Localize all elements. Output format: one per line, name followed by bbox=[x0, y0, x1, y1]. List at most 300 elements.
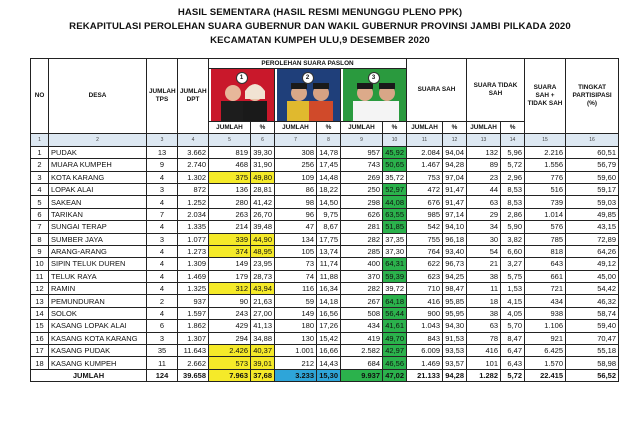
cell-sah: 900 bbox=[407, 307, 443, 319]
cell-tsp: 4,05 bbox=[501, 307, 525, 319]
cell-dpt: 1.302 bbox=[178, 171, 209, 183]
column-index-cell: 16 bbox=[566, 134, 619, 146]
column-index-cell: 7 bbox=[275, 134, 317, 146]
header-sah-jumlah: JUMLAH bbox=[407, 122, 443, 134]
cell-tot: 6.425 bbox=[525, 345, 566, 357]
cell-p3: 298 bbox=[341, 196, 383, 208]
cell-dpt: 2.740 bbox=[178, 159, 209, 171]
cell-p3p: 42,97 bbox=[383, 345, 407, 357]
cell-dpt: 1.335 bbox=[178, 221, 209, 233]
cell-tot: 1.570 bbox=[525, 357, 566, 369]
cell-p1: 429 bbox=[209, 320, 251, 332]
cell-tot: 721 bbox=[525, 283, 566, 295]
cell-p1: 214 bbox=[209, 221, 251, 233]
cell-ts: 44 bbox=[467, 183, 501, 195]
cell-desa: SOLOK bbox=[49, 307, 147, 319]
cell-p2p: 13,74 bbox=[317, 245, 341, 257]
cell-tsp: 1,53 bbox=[501, 283, 525, 295]
cell-desa: SUMBER JAYA bbox=[49, 233, 147, 245]
cell-p3p: 63,55 bbox=[383, 208, 407, 220]
cell-p2p: 17,26 bbox=[317, 320, 341, 332]
cell-ts: 21 bbox=[467, 258, 501, 270]
paslon-3-photo bbox=[341, 69, 407, 122]
cell-tot: 739 bbox=[525, 196, 566, 208]
cell-p1p: 48,95 bbox=[251, 245, 275, 257]
cell-no: 6 bbox=[31, 208, 49, 220]
cell-tps: 4 bbox=[147, 270, 178, 282]
cell-part: 43,15 bbox=[566, 221, 619, 233]
cell-dpt: 1.309 bbox=[178, 258, 209, 270]
total-tsp: 5,72 bbox=[501, 369, 525, 381]
cell-tot: 516 bbox=[525, 183, 566, 195]
cell-p1: 339 bbox=[209, 233, 251, 245]
cell-p2p: 9,75 bbox=[317, 208, 341, 220]
cell-no: 14 bbox=[31, 307, 49, 319]
cell-desa: RAMIN bbox=[49, 283, 147, 295]
cell-sahp: 93,53 bbox=[443, 345, 467, 357]
header-p2-jumlah: JUMLAH bbox=[275, 122, 317, 134]
cell-ts: 416 bbox=[467, 345, 501, 357]
cell-p1p: 23,95 bbox=[251, 258, 275, 270]
cell-p2p: 14,18 bbox=[317, 295, 341, 307]
header-no: NO bbox=[31, 59, 49, 134]
cell-tot: 921 bbox=[525, 332, 566, 344]
cell-p2p: 17,75 bbox=[317, 233, 341, 245]
cell-tot: 643 bbox=[525, 258, 566, 270]
column-index-cell: 9 bbox=[341, 134, 383, 146]
cell-p1: 374 bbox=[209, 245, 251, 257]
cell-p2: 1.001 bbox=[275, 345, 317, 357]
cell-dpt: 1.325 bbox=[178, 283, 209, 295]
cell-part: 49,85 bbox=[566, 208, 619, 220]
cell-p3: 285 bbox=[341, 245, 383, 257]
cell-p3p: 51,85 bbox=[383, 221, 407, 233]
cell-desa: KASANG KUMPEH bbox=[49, 357, 147, 369]
cell-p1p: 26,70 bbox=[251, 208, 275, 220]
cell-tps: 2 bbox=[147, 295, 178, 307]
cell-desa: PEMUNDURAN bbox=[49, 295, 147, 307]
cell-p2: 105 bbox=[275, 245, 317, 257]
paslon-3-number: 3 bbox=[368, 72, 380, 84]
cell-p2p: 16,56 bbox=[317, 307, 341, 319]
cell-tsp: 5,75 bbox=[501, 270, 525, 282]
cell-part: 60,51 bbox=[566, 146, 619, 158]
header-suara-sah: SUARA SAH bbox=[407, 59, 467, 122]
column-index-cell: 1 bbox=[31, 134, 49, 146]
cell-p1: 90 bbox=[209, 295, 251, 307]
cell-part: 59,60 bbox=[566, 171, 619, 183]
cell-part: 64,26 bbox=[566, 245, 619, 257]
table-row bbox=[31, 307, 619, 319]
cell-tsp: 2,96 bbox=[501, 171, 525, 183]
vote-recap-table bbox=[30, 58, 619, 382]
cell-ts: 78 bbox=[467, 332, 501, 344]
total-p3p: 47,02 bbox=[383, 369, 407, 381]
report-subtitle: REKAPITULASI PEROLEHAN SUARA GUBERNUR DAN WAKIL GUBERNUR PROVINSI JAMBI PILKADA 2020 bbox=[69, 21, 571, 32]
cell-ts: 132 bbox=[467, 146, 501, 158]
cell-p1p: 39,48 bbox=[251, 221, 275, 233]
cell-tsp: 5,96 bbox=[501, 146, 525, 158]
cell-tot: 1.106 bbox=[525, 320, 566, 332]
cell-sahp: 91,53 bbox=[443, 332, 467, 344]
cell-no: 2 bbox=[31, 159, 49, 171]
cell-tps: 4 bbox=[147, 171, 178, 183]
cell-desa: LOPAK ALAI bbox=[49, 183, 147, 195]
cell-p2: 59 bbox=[275, 295, 317, 307]
cell-tps: 4 bbox=[147, 221, 178, 233]
cell-sahp: 97,04 bbox=[443, 171, 467, 183]
cell-p2: 47 bbox=[275, 221, 317, 233]
cell-dpt: 1.307 bbox=[178, 332, 209, 344]
total-row bbox=[31, 369, 619, 381]
cell-tot: 938 bbox=[525, 307, 566, 319]
cell-sah: 6.009 bbox=[407, 345, 443, 357]
cell-sahp: 95,85 bbox=[443, 295, 467, 307]
cell-p1p: 28,73 bbox=[251, 270, 275, 282]
cell-no: 13 bbox=[31, 295, 49, 307]
cell-part: 58,74 bbox=[566, 307, 619, 319]
cell-tsp: 2,86 bbox=[501, 208, 525, 220]
cell-ts: 30 bbox=[467, 233, 501, 245]
cell-tps: 9 bbox=[147, 159, 178, 171]
cell-tot: 818 bbox=[525, 245, 566, 257]
cell-dpt: 1.273 bbox=[178, 245, 209, 257]
cell-tps: 3 bbox=[147, 233, 178, 245]
cell-p3p: 39,72 bbox=[383, 283, 407, 295]
header-perolehan: PEROLEHAN SUARA PASLON bbox=[209, 59, 407, 69]
cell-p1: 819 bbox=[209, 146, 251, 158]
cell-desa: PUDAK bbox=[49, 146, 147, 158]
cell-sahp: 94,10 bbox=[443, 221, 467, 233]
cell-ts: 89 bbox=[467, 159, 501, 171]
cell-dpt: 1.252 bbox=[178, 196, 209, 208]
table-body bbox=[31, 134, 619, 382]
cell-p2: 134 bbox=[275, 233, 317, 245]
cell-sah: 623 bbox=[407, 270, 443, 282]
cell-desa: MUARA KUMPEH bbox=[49, 159, 147, 171]
column-index-cell: 15 bbox=[525, 134, 566, 146]
cell-p2p: 15,42 bbox=[317, 332, 341, 344]
cell-part: 59,17 bbox=[566, 183, 619, 195]
cell-p2: 86 bbox=[275, 183, 317, 195]
paslon-2-photo bbox=[275, 69, 341, 122]
cell-ts: 38 bbox=[467, 270, 501, 282]
cell-tps: 4 bbox=[147, 307, 178, 319]
cell-sahp: 94,30 bbox=[443, 320, 467, 332]
cell-no: 12 bbox=[31, 283, 49, 295]
cell-dpt: 3.662 bbox=[178, 146, 209, 158]
table-row bbox=[31, 171, 619, 183]
cell-sah: 985 bbox=[407, 208, 443, 220]
cell-p3: 250 bbox=[341, 183, 383, 195]
cell-desa: SAKEAN bbox=[49, 196, 147, 208]
cell-p3: 508 bbox=[341, 307, 383, 319]
table-row bbox=[31, 221, 619, 233]
table-row bbox=[31, 159, 619, 171]
column-index-row bbox=[31, 134, 619, 146]
cell-sah: 676 bbox=[407, 196, 443, 208]
cell-sahp: 94,25 bbox=[443, 270, 467, 282]
table-row bbox=[31, 320, 619, 332]
total-tps: 124 bbox=[147, 369, 178, 381]
cell-p3: 282 bbox=[341, 233, 383, 245]
table-row bbox=[31, 283, 619, 295]
column-index-cell: 11 bbox=[407, 134, 443, 146]
cell-p3: 2.582 bbox=[341, 345, 383, 357]
cell-p3p: 37,30 bbox=[383, 245, 407, 257]
total-p2: 3.233 bbox=[275, 369, 317, 381]
total-label: JUMLAH bbox=[31, 369, 147, 381]
cell-p1p: 49,80 bbox=[251, 171, 275, 183]
cell-p2p: 16,34 bbox=[317, 283, 341, 295]
cell-part: 45,00 bbox=[566, 270, 619, 282]
header-partisipasi: TINGKAT PARTISIPASI (%) bbox=[566, 59, 619, 134]
cell-sahp: 93,40 bbox=[443, 245, 467, 257]
cell-p3p: 44,08 bbox=[383, 196, 407, 208]
paslon-1-photo bbox=[209, 69, 275, 122]
cell-p3: 282 bbox=[341, 283, 383, 295]
header-ts-jumlah: JUMLAH bbox=[467, 122, 501, 134]
cell-p1p: 44,90 bbox=[251, 233, 275, 245]
cell-p1p: 27,00 bbox=[251, 307, 275, 319]
header-suara-tidak-sah: SUARA TIDAK SAH bbox=[467, 59, 525, 122]
report-title-block bbox=[0, 6, 640, 48]
cell-p3p: 59,39 bbox=[383, 270, 407, 282]
cell-no: 3 bbox=[31, 171, 49, 183]
header-dpt: JUMLAH DPT bbox=[178, 59, 209, 134]
cell-p2: 73 bbox=[275, 258, 317, 270]
cell-sahp: 96,73 bbox=[443, 258, 467, 270]
cell-sah: 542 bbox=[407, 221, 443, 233]
paslon-1-number: 1 bbox=[236, 72, 248, 84]
cell-tot: 785 bbox=[525, 233, 566, 245]
cell-desa: TELUK RAYA bbox=[49, 270, 147, 282]
cell-sahp: 98,47 bbox=[443, 283, 467, 295]
cell-desa: ARANG-ARANG bbox=[49, 245, 147, 257]
total-tot: 22.415 bbox=[525, 369, 566, 381]
cell-p1p: 41,42 bbox=[251, 196, 275, 208]
column-index-cell: 3 bbox=[147, 134, 178, 146]
header-sah-tidak-sah: SUARA SAH + TIDAK SAH bbox=[525, 59, 566, 134]
cell-tps: 4 bbox=[147, 196, 178, 208]
cell-ts: 11 bbox=[467, 283, 501, 295]
total-p1p: 37,68 bbox=[251, 369, 275, 381]
cell-tsp: 5,90 bbox=[501, 221, 525, 233]
cell-tsp: 8,53 bbox=[501, 183, 525, 195]
cell-tot: 661 bbox=[525, 270, 566, 282]
cell-p1: 263 bbox=[209, 208, 251, 220]
cell-dpt: 11.643 bbox=[178, 345, 209, 357]
cell-p3: 684 bbox=[341, 357, 383, 369]
cell-tps: 3 bbox=[147, 332, 178, 344]
cell-sah: 710 bbox=[407, 283, 443, 295]
cell-desa: KASANG LOPAK ALAI bbox=[49, 320, 147, 332]
cell-no: 11 bbox=[31, 270, 49, 282]
cell-sahp: 91,47 bbox=[443, 196, 467, 208]
cell-ts: 63 bbox=[467, 320, 501, 332]
cell-dpt: 937 bbox=[178, 295, 209, 307]
cell-tps: 3 bbox=[147, 183, 178, 195]
cell-tsp: 8,47 bbox=[501, 332, 525, 344]
cell-p3p: 46,56 bbox=[383, 357, 407, 369]
table-row bbox=[31, 345, 619, 357]
cell-p2p: 11,74 bbox=[317, 258, 341, 270]
column-index-cell: 2 bbox=[49, 134, 147, 146]
cell-sahp: 94,28 bbox=[443, 159, 467, 171]
total-dpt: 39.658 bbox=[178, 369, 209, 381]
cell-part: 72,89 bbox=[566, 233, 619, 245]
cell-p2: 256 bbox=[275, 159, 317, 171]
cell-tps: 4 bbox=[147, 283, 178, 295]
cell-p3: 370 bbox=[341, 270, 383, 282]
header-desa: DESA bbox=[49, 59, 147, 134]
cell-p3: 626 bbox=[341, 208, 383, 220]
cell-tps: 35 bbox=[147, 345, 178, 357]
cell-p1: 136 bbox=[209, 183, 251, 195]
cell-p1: 149 bbox=[209, 258, 251, 270]
cell-tsp: 6,43 bbox=[501, 357, 525, 369]
cell-p3: 281 bbox=[341, 221, 383, 233]
cell-tot: 576 bbox=[525, 221, 566, 233]
cell-p1p: 28,81 bbox=[251, 183, 275, 195]
header-sah-pct: % bbox=[443, 122, 467, 134]
cell-dpt: 1.077 bbox=[178, 233, 209, 245]
cell-dpt: 2.034 bbox=[178, 208, 209, 220]
cell-sah: 1.043 bbox=[407, 320, 443, 332]
cell-desa: SUNGAI TERAP bbox=[49, 221, 147, 233]
cell-p2: 98 bbox=[275, 196, 317, 208]
header-p3-jumlah: JUMLAH bbox=[341, 122, 383, 134]
cell-p3: 267 bbox=[341, 295, 383, 307]
cell-p2: 74 bbox=[275, 270, 317, 282]
paslon-2-number: 2 bbox=[302, 72, 314, 84]
cell-tps: 13 bbox=[147, 146, 178, 158]
cell-sahp: 93,57 bbox=[443, 357, 467, 369]
cell-p3p: 50,65 bbox=[383, 159, 407, 171]
header-p1-jumlah: JUMLAH bbox=[209, 122, 251, 134]
cell-ts: 23 bbox=[467, 171, 501, 183]
cell-p1: 375 bbox=[209, 171, 251, 183]
cell-sah: 472 bbox=[407, 183, 443, 195]
cell-p2: 116 bbox=[275, 283, 317, 295]
cell-no: 15 bbox=[31, 320, 49, 332]
cell-ts: 63 bbox=[467, 196, 501, 208]
cell-p1p: 43,94 bbox=[251, 283, 275, 295]
cell-p3: 434 bbox=[341, 320, 383, 332]
cell-sahp: 96,18 bbox=[443, 233, 467, 245]
cell-p2: 109 bbox=[275, 171, 317, 183]
column-index-cell: 6 bbox=[251, 134, 275, 146]
table-row bbox=[31, 332, 619, 344]
cell-tps: 11 bbox=[147, 357, 178, 369]
cell-p3: 419 bbox=[341, 332, 383, 344]
cell-p1p: 41,13 bbox=[251, 320, 275, 332]
cell-sah: 753 bbox=[407, 171, 443, 183]
cell-p3p: 49,70 bbox=[383, 332, 407, 344]
cell-tot: 1.556 bbox=[525, 159, 566, 171]
cell-part: 49,12 bbox=[566, 258, 619, 270]
cell-part: 59,03 bbox=[566, 196, 619, 208]
cell-sah: 416 bbox=[407, 295, 443, 307]
cell-part: 56,79 bbox=[566, 159, 619, 171]
cell-p3: 269 bbox=[341, 171, 383, 183]
cell-ts: 29 bbox=[467, 208, 501, 220]
cell-tps: 7 bbox=[147, 208, 178, 220]
cell-p1p: 40,37 bbox=[251, 345, 275, 357]
cell-p3p: 45,92 bbox=[383, 146, 407, 158]
cell-p1p: 39,01 bbox=[251, 357, 275, 369]
cell-sah: 764 bbox=[407, 245, 443, 257]
cell-sah: 2.084 bbox=[407, 146, 443, 158]
cell-tsp: 4,15 bbox=[501, 295, 525, 307]
cell-p3: 957 bbox=[341, 146, 383, 158]
column-index-cell: 8 bbox=[317, 134, 341, 146]
table-row bbox=[31, 258, 619, 270]
cell-p2p: 8,67 bbox=[317, 221, 341, 233]
cell-p2p: 14,43 bbox=[317, 357, 341, 369]
cell-no: 10 bbox=[31, 258, 49, 270]
cell-p1p: 39,30 bbox=[251, 146, 275, 158]
total-p1: 7.963 bbox=[209, 369, 251, 381]
cell-p1: 2.426 bbox=[209, 345, 251, 357]
total-sahp: 94,28 bbox=[443, 369, 467, 381]
cell-p1: 312 bbox=[209, 283, 251, 295]
cell-p1: 468 bbox=[209, 159, 251, 171]
cell-dpt: 2.662 bbox=[178, 357, 209, 369]
cell-part: 70,47 bbox=[566, 332, 619, 344]
cell-desa: SIPIN TELUK DUREN bbox=[49, 258, 147, 270]
header-ts-pct: % bbox=[501, 122, 525, 134]
cell-tps: 6 bbox=[147, 320, 178, 332]
cell-no: 16 bbox=[31, 332, 49, 344]
report-title: HASIL SEMENTARA (HASIL RESMI MENUNGGU PLENO PPK) bbox=[177, 7, 463, 18]
cell-dpt: 1.469 bbox=[178, 270, 209, 282]
cell-part: 54,42 bbox=[566, 283, 619, 295]
cell-tsp: 3,27 bbox=[501, 258, 525, 270]
column-index-cell: 14 bbox=[501, 134, 525, 146]
cell-p1: 179 bbox=[209, 270, 251, 282]
report-location-date: KECAMATAN KUMPEH ULU,9 DESEMBER 2020 bbox=[210, 35, 430, 46]
cell-tsp: 5,70 bbox=[501, 320, 525, 332]
table-row bbox=[31, 357, 619, 369]
cell-tot: 2.216 bbox=[525, 146, 566, 158]
cell-p1p: 21,63 bbox=[251, 295, 275, 307]
table-row bbox=[31, 183, 619, 195]
cell-tot: 434 bbox=[525, 295, 566, 307]
cell-sah: 843 bbox=[407, 332, 443, 344]
column-index-cell: 12 bbox=[443, 134, 467, 146]
cell-no: 7 bbox=[31, 221, 49, 233]
table-row bbox=[31, 196, 619, 208]
total-p2p: 15,30 bbox=[317, 369, 341, 381]
cell-p2p: 18,22 bbox=[317, 183, 341, 195]
table-row bbox=[31, 245, 619, 257]
cell-p3p: 64,18 bbox=[383, 295, 407, 307]
cell-no: 9 bbox=[31, 245, 49, 257]
cell-p1: 573 bbox=[209, 357, 251, 369]
column-index-cell: 5 bbox=[209, 134, 251, 146]
cell-no: 17 bbox=[31, 345, 49, 357]
cell-part: 58,98 bbox=[566, 357, 619, 369]
cell-part: 55,18 bbox=[566, 345, 619, 357]
column-index-cell: 4 bbox=[178, 134, 209, 146]
header-tps: JUMLAH TPS bbox=[147, 59, 178, 134]
cell-p1p: 34,88 bbox=[251, 332, 275, 344]
cell-sahp: 95,95 bbox=[443, 307, 467, 319]
cell-no: 8 bbox=[31, 233, 49, 245]
cell-tsp: 6,60 bbox=[501, 245, 525, 257]
cell-dpt: 1.862 bbox=[178, 320, 209, 332]
